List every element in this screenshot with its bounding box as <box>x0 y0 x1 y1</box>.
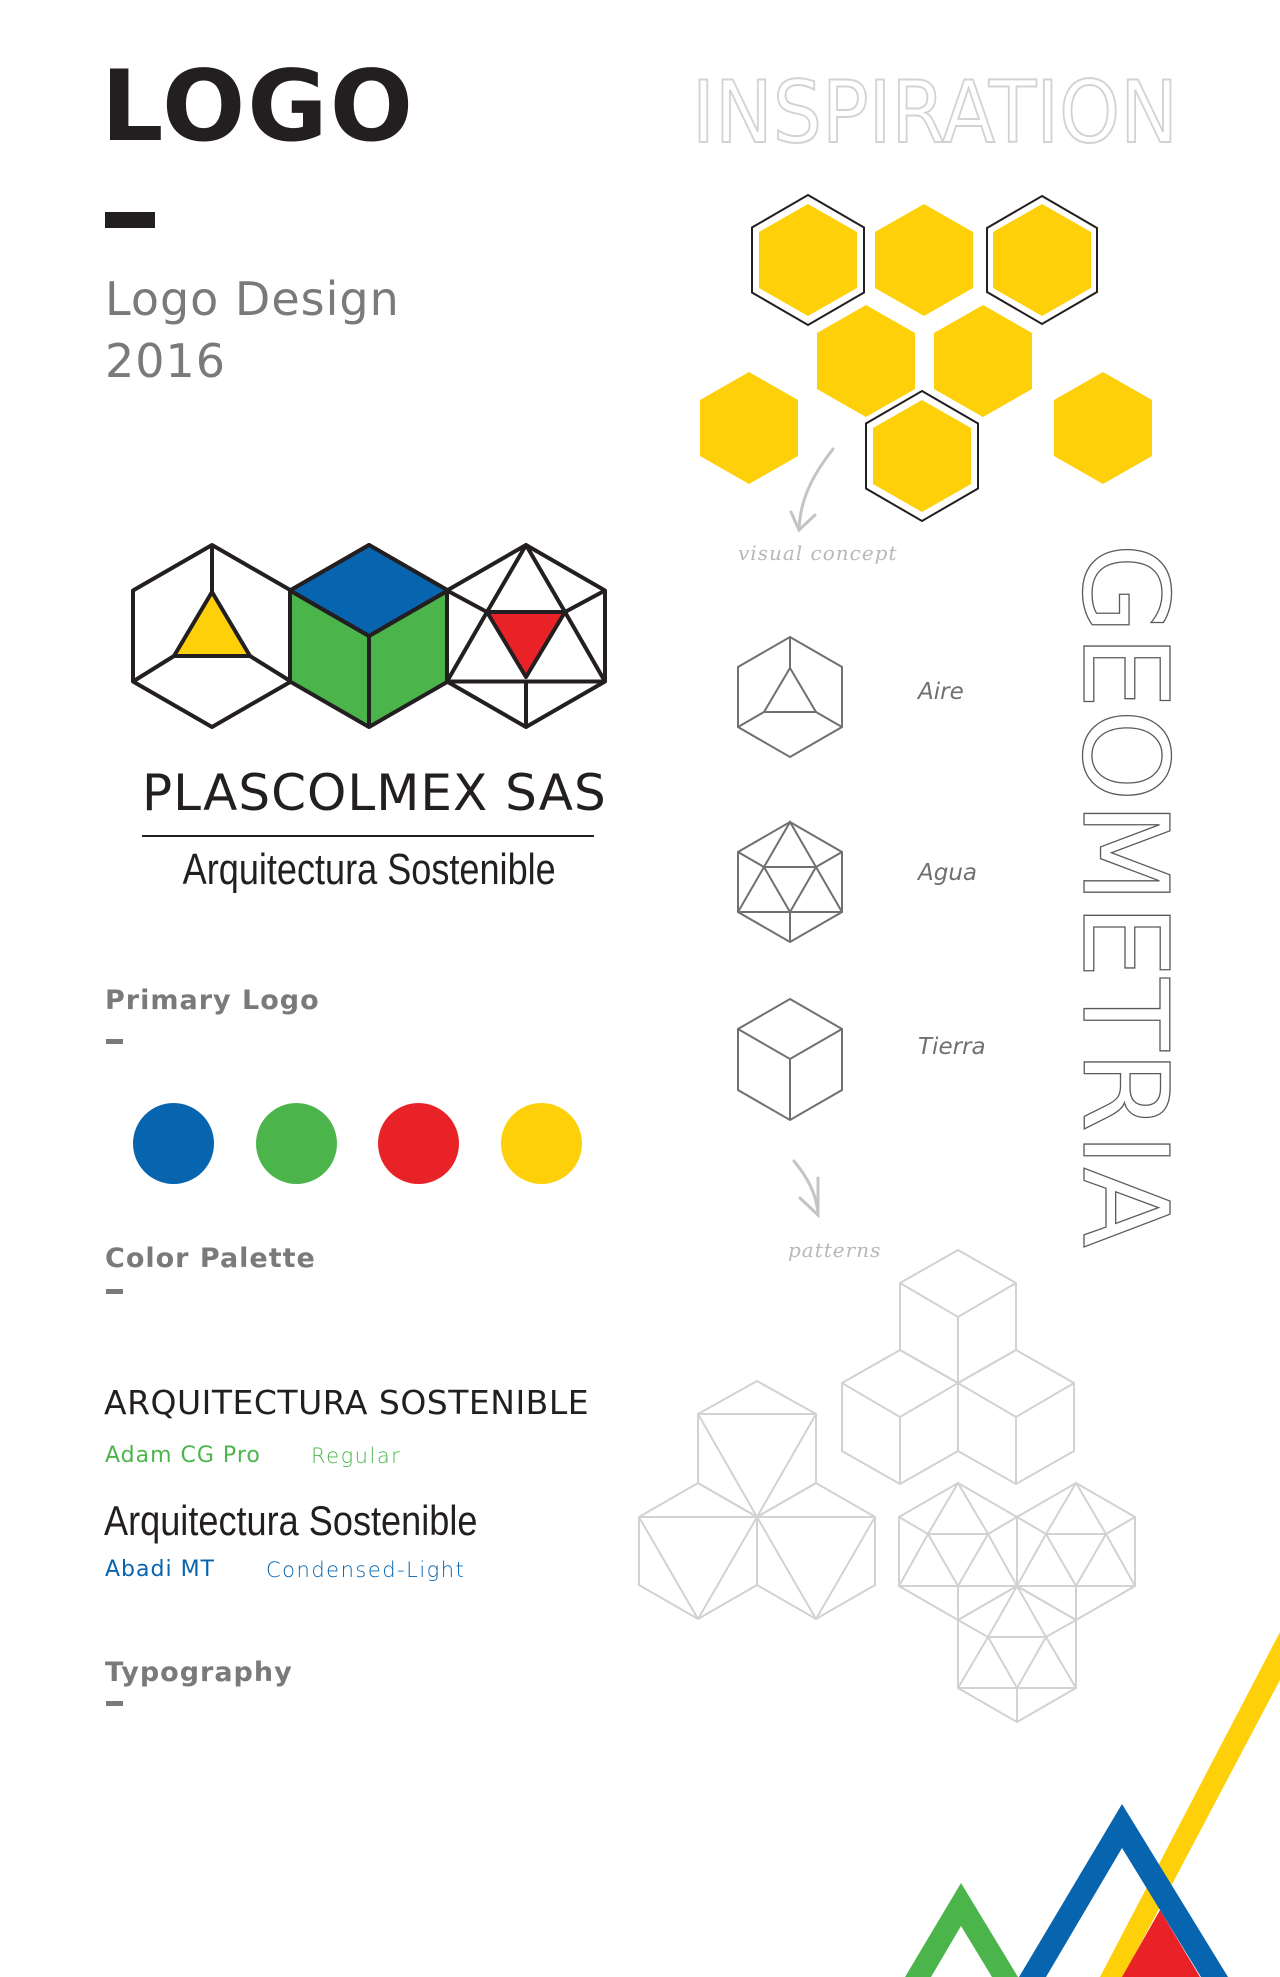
yellow-hexagon-icon <box>993 204 1091 316</box>
section-label-primary-logo: Primary Logo <box>105 985 320 1016</box>
brand-name: PLASCOLMEX SAS <box>142 764 607 822</box>
page-subtitle: Logo Design <box>105 272 400 326</box>
yellow-hexagon-icon <box>1054 372 1152 484</box>
yellow-hexagon-icon <box>873 400 971 512</box>
yellow-hexagon-icon <box>817 305 915 417</box>
title-dash-divider <box>105 212 155 228</box>
yellow-hexagon-icon <box>934 305 1032 417</box>
geometria-vertical-title: GEOMETRIA <box>1056 543 1194 1248</box>
section-dash <box>106 1289 123 1294</box>
color-swatch-yellow <box>501 1103 582 1184</box>
yellow-hexagon-icon <box>759 204 857 316</box>
color-swatch-green <box>256 1103 337 1184</box>
yellow-hexagon-icon <box>700 372 798 484</box>
visual-concept-label: visual concept <box>738 541 898 565</box>
brand-divider <box>142 835 594 837</box>
font-family-name: Adam CG Pro <box>105 1443 261 1468</box>
honeycomb-illustration <box>700 195 1152 521</box>
inspiration-title: INSPIRATION <box>692 63 1178 163</box>
brand-tagline: Arquitectura Sostenible <box>182 845 556 894</box>
arrow-down-icon <box>791 449 833 530</box>
page-title: LOGO <box>101 50 416 164</box>
aire-tetrahedron-icon <box>738 637 842 757</box>
green-chevron <box>905 1883 1018 1977</box>
element-label-aire: Aire <box>918 679 964 705</box>
yellow-hexagon-icon <box>875 204 973 316</box>
section-label-color-palette: Color Palette <box>105 1243 316 1274</box>
patterns-label: patterns <box>788 1238 882 1262</box>
section-dash <box>106 1701 123 1706</box>
color-swatch-red <box>378 1103 459 1184</box>
font-sample-adam: ARQUITECTURA SOSTENIBLE <box>104 1383 590 1422</box>
page-year: 2016 <box>105 334 227 388</box>
section-label-typography: Typography <box>105 1657 293 1688</box>
font-sample-abadi: Arquitectura Sostenible <box>104 1497 478 1544</box>
icosahedron-pattern <box>899 1483 1135 1722</box>
tierra-cube-icon <box>738 999 842 1120</box>
color-swatch-blue <box>133 1103 214 1184</box>
element-label-agua: Agua <box>918 860 978 886</box>
font-style-name: Regular <box>311 1444 402 1468</box>
arrow-down-icon <box>794 1161 818 1215</box>
plascolmex-logo-mark <box>133 545 605 727</box>
font-style-name: Condensed-Light <box>266 1558 466 1582</box>
element-label-tierra: Tierra <box>918 1034 986 1060</box>
section-dash <box>106 1039 123 1044</box>
font-family-name: Abadi MT <box>105 1557 215 1582</box>
tetrahedron-pattern <box>639 1381 875 1619</box>
agua-icosahedron-icon <box>738 822 842 942</box>
cube-pattern <box>842 1250 1074 1484</box>
